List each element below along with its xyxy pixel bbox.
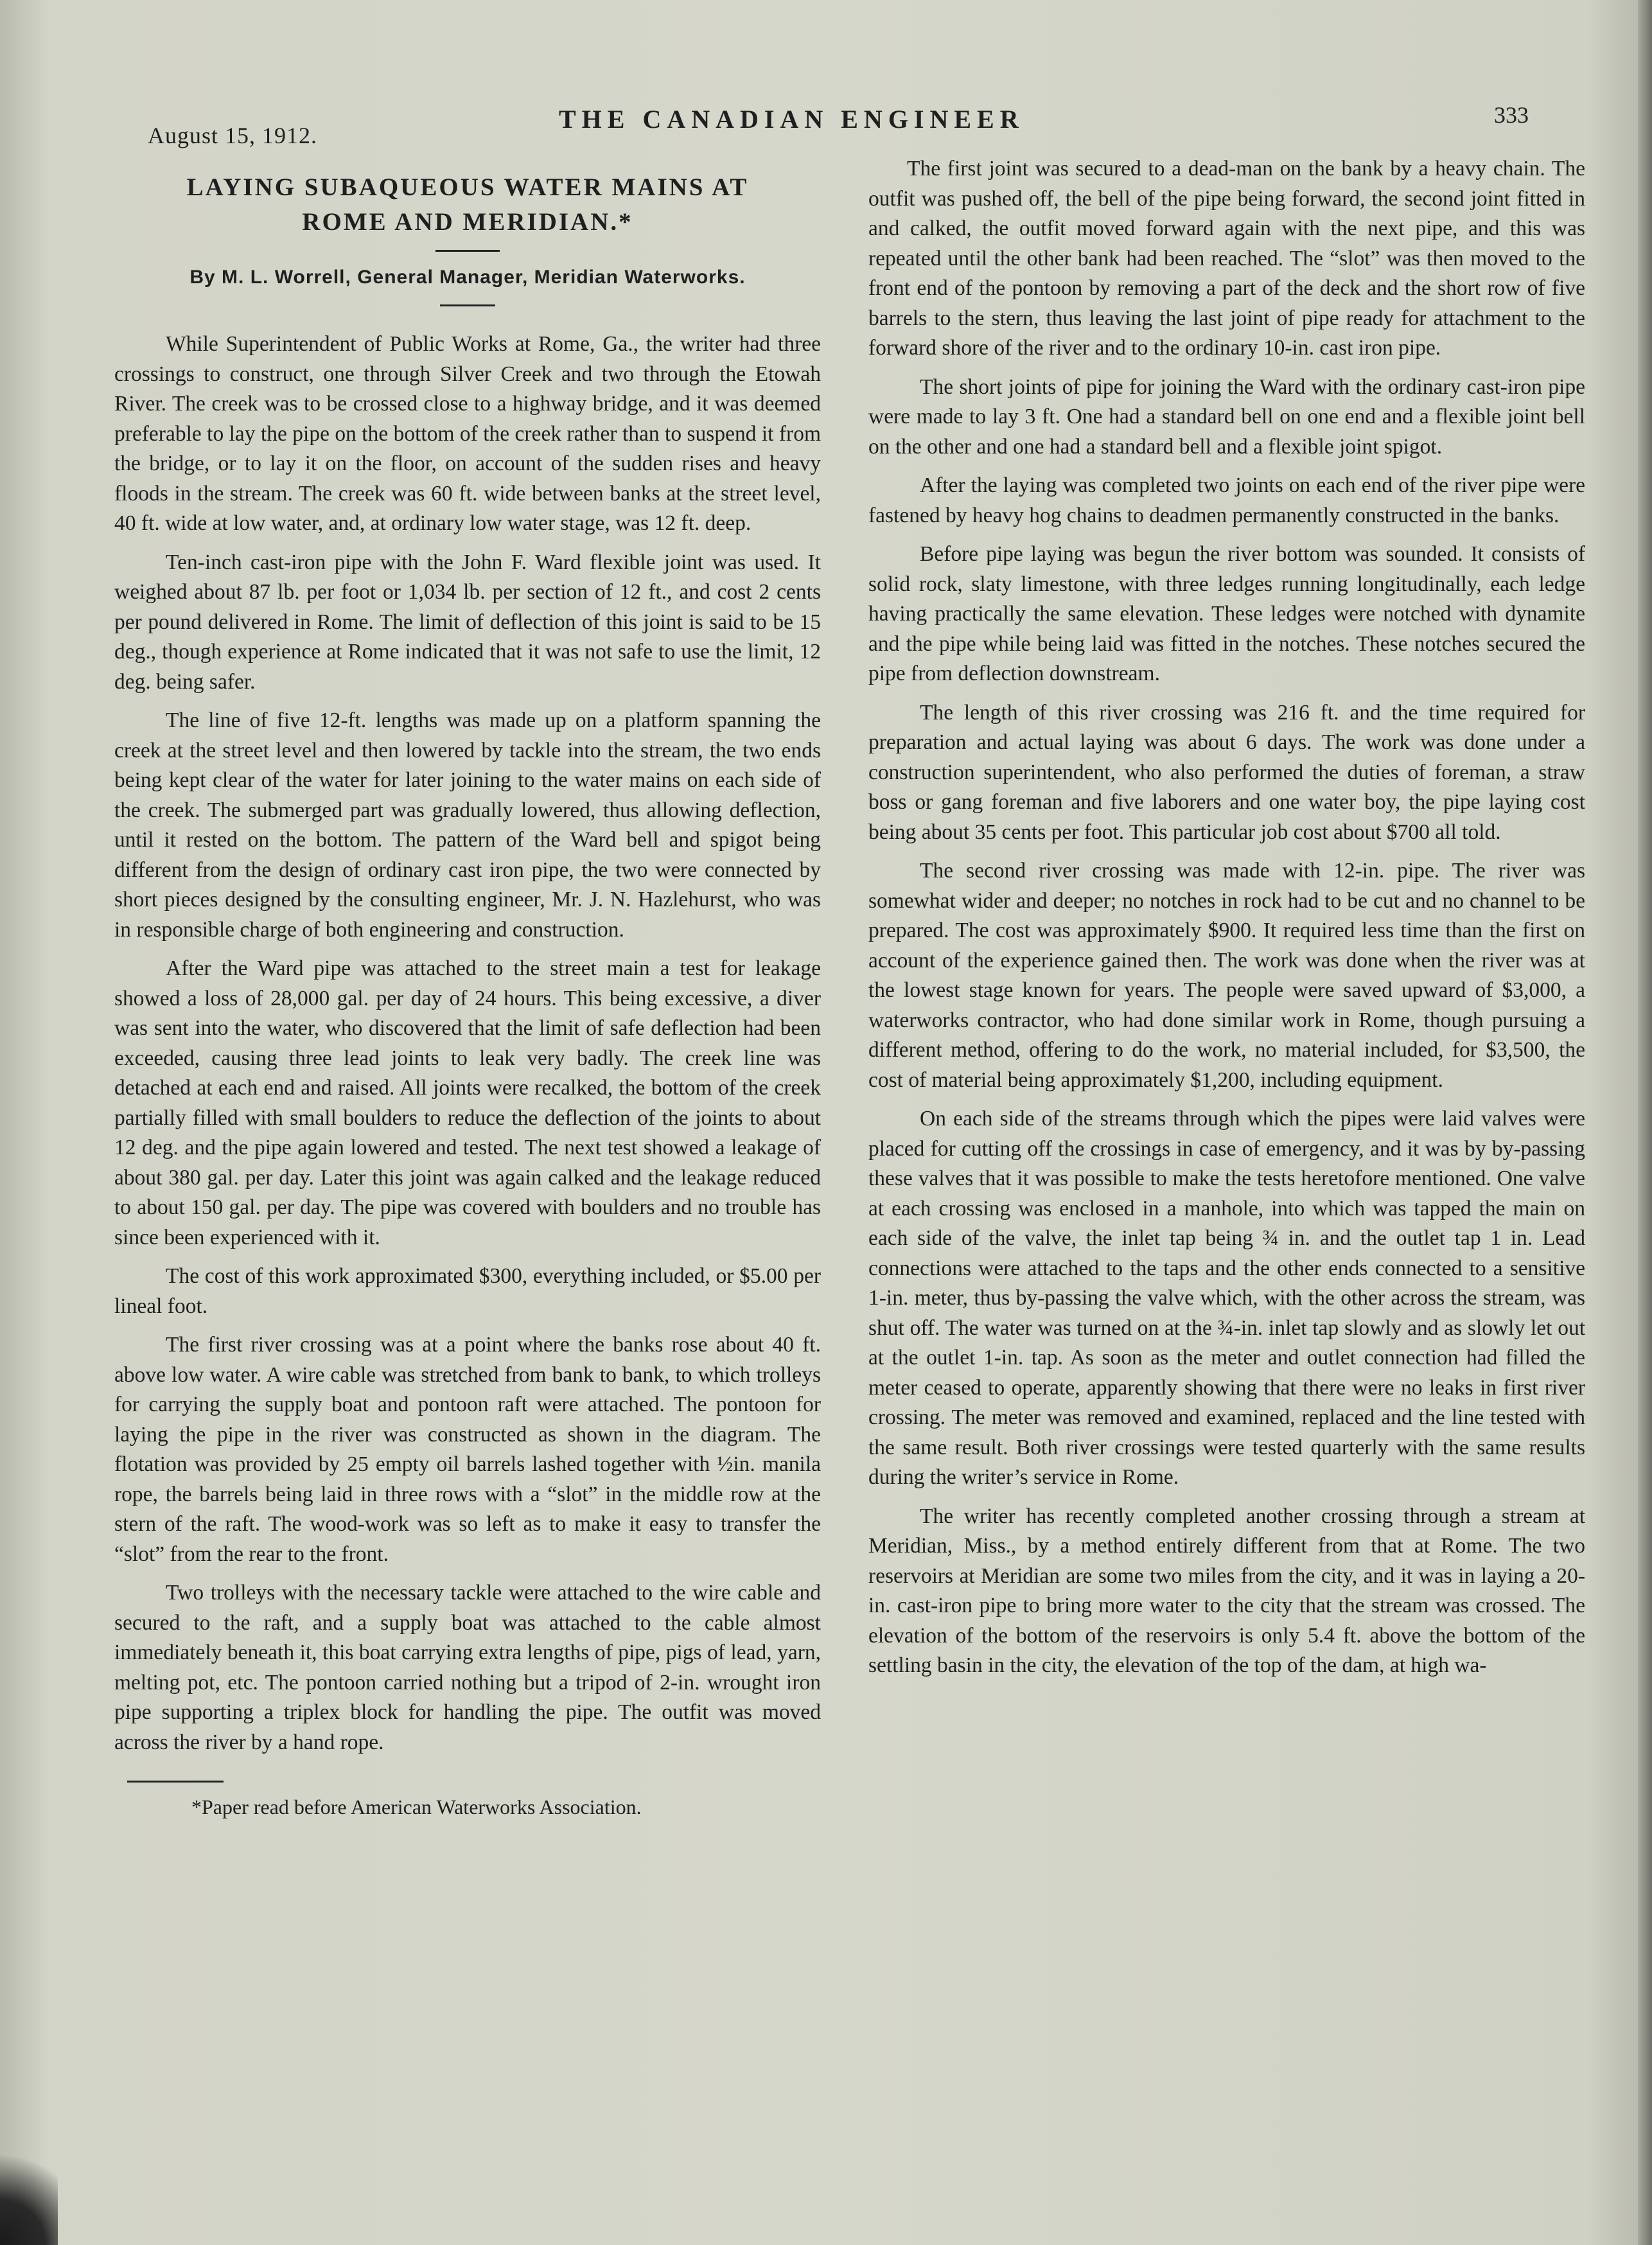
paragraph: Before pipe laying was begun the river bottom was sounded. It consists of solid rock, slaty limestone, with three ledges running longitudinally, each ledge having practically the same elevation. These ledges were notched with dynamite and the pipe while being laid was fitted in the notches. These notches secured the pipe from deflection downstream. — [868, 542, 1585, 685]
paragraph: The writer has recently completed another crossing through a stream at Meridian, Miss., by a method entirely different from that at Rome. The two reservoirs at Meridian are some two miles from the city, and it was in laying a 20-in. cast-iron pipe to bring more water to the city that the stream was crossed. The elevation of the bottom of the reservoirs is only 5.4 ft. above the bottom of the settling basin in the city, the elevation of the top of the dam, at high wa- — [868, 1504, 1585, 1677]
page-number: 333 — [1494, 102, 1529, 128]
running-head — [148, 96, 1529, 148]
issue-date: August 15, 1912. — [148, 123, 318, 148]
title-rule — [435, 250, 500, 252]
article-title-line-2: ROME AND MERIDIAN.* — [302, 208, 633, 236]
paragraph: On each side of the streams through which the pipes were laid valves were placed for cutting off the crossings in case of emergency, and it was by by-passing these valves that it was possible to make the tests heretofore mentioned. One valve at each crossing was enclosed in a manhole, into which was tapped the main on each side of the valve, the inlet tap being ¾ in. and the outlet tap 1 in. Lead connections were attached to the taps and the other ends connected to a sensitive 1-in. meter, thus by-passing the valve which, with the other across the stream, was shut off. The water was turned on at the ¾-in. inlet tap slowly and as slowly let out at the outlet 1-in. tap. As soon as the meter and outlet connection had filled the meter ceased to operate, apparently showing that there were no leaks in first river crossing. The meter was removed and examined, replaced and the line tested with the same result. Both river crossings were tested quarterly with the same results during the writer’s service in Rome. — [868, 1107, 1585, 1489]
journal-title: THE CANADIAN ENGINEER — [559, 105, 1024, 134]
corner-shadow — [0, 2129, 58, 2245]
article-title-line-1: LAYING SUBAQUEOUS WATER MAINS AT — [186, 173, 749, 201]
right-column — [868, 154, 1585, 1690]
paragraph: The cost of this work approximated $300, everything included, or $5.00 per lineal foot. — [114, 1264, 821, 1318]
paragraph: The length of this river crossing was 216 ft. and the time required for preparation and actual laying was about 6 days. The work was done under a construction superintendent, who also performed the duties of foreman, a straw boss or gang foreman and five laborers and one water boy, the pipe laying cost being about 35 cents per foot. This particular job cost about $700 all told. — [868, 700, 1585, 844]
paragraph: While Superintendent of Public Works at Rome, Ga., the writer had three crossings to construct, one through Silver Creek and two through the Etowah River. The creek was to be crossed close to a highway bridge, and it was deemed preferable to lay the pipe on the bottom of the creek rather than to suspend it from the bridge, or to lay it on the floor, on account of the sudden rises and heavy floods in the stream. The creek was 60 ft. wide between banks at the street level, 40 ft. wide at low water, and, at ordinary low water stage, was 12 ft. deep. — [114, 332, 821, 535]
paragraph: The line of five 12-ft. lengths was made up on a platform spanning the creek at the street level and then lowered by tackle into the stream, the two ends being kept clear of the water for later joining to the water mains on each side of the creek. The submerged part was gradually lowered, thus allowing deflection, until it rested on the bottom. The pattern of the Ward bell and spigot being different from the design of ordinary cast iron pipe, the two were connected by short pieces designed by the consulting engineer, Mr. J. N. Hazlehurst, who was in responsible charge of both engineering and construction. — [114, 709, 821, 942]
footnote-rule — [127, 1781, 224, 1783]
paragraph: After the laying was completed two joints on each end of the river pipe were fastened by heavy hog chains to deadmen permanently constructed in the banks. — [868, 473, 1585, 527]
paragraph: The first joint was secured to a dead-man on the bank by a heavy chain. The outfit was pushed off, the bell of the pipe being forward, the second joint fitted in and calked, the outfit moved forward again with the next pipe, and this was repeated until the other bank had been reached. The “slot” was then moved to the front end of the pontoon by removing a part of the deck and the short row of five barrels to the stern, thus leaving the last joint of pipe ready for attachment to the forward shore of the river and to the ordinary 10-in. cast iron pipe. — [868, 157, 1585, 360]
paragraph: Two trolleys with the necessary tackle were attached to the wire cable and secured to the raft, and a supply boat was attached to the cable almost immediately beneath it, this boat carrying extra lengths of pipe, pigs of lead, yarn, melting pot, etc. The pontoon carried nothing but a tripod of 2-in. wrought iron pipe supporting a triplex block for handling the pipe. The outfit was moved across the river by a hand rope. — [114, 1581, 821, 1754]
page-binding-edge — [1638, 0, 1652, 2245]
paragraph: The first river crossing was at a point where the banks rose about 40 ft. above low water. A wire cable was stretched from bank to bank, to which trolleys for carrying the supply boat and pontoon raft were attached. The pontoon for laying the pipe in the river was constructed as shown in the diagram. The flotation was provided by 25 empty oil barrels lashed together with ½in. manila rope, the barrels being laid in three rows with a “slot” in the middle row at the stern of the raft. The wood-work was so left as to make it easy to transfer the “slot” from the rear to the front. — [114, 1333, 821, 1566]
footnote: *Paper read before American Waterworks Association. — [191, 1795, 642, 1818]
paragraph: The second river crossing was made with 12-in. pipe. The river was somewhat wider and deeper; no notches in rock had to be cut and no channel to be prepared. The cost was approximately $900. It required less time than the first on account of the experience gained then. The work was done when the river was at the lowest stage known for years. The people were saved upward of $3,000, a waterworks contractor, who had done similar work in Rome, though pursuing a different method, offering to do the work, no material included, for $3,500, the cost of material being approximately $1,200, including equipment. — [868, 859, 1585, 1092]
left-column — [114, 170, 821, 1821]
paragraph: After the Ward pipe was attached to the street main a test for leakage showed a loss of 28,000 gal. per day of 24 hours. This being excessive, a diver was sent into the water, who discovered that the limit of safe deflection had been exceeded, causing three lead joints to leak very badly. The creek line was detached at each end and raised. All joints were recalked, the bottom of the creek partially filled with small boulders to reduce the deflection of the joints to about 12 deg. and the pipe again lowered and tested. The next test showed a leakage of about 380 gal. per day. Later this joint was again calked and the leakage reduced to about 150 gal. per day. The pipe was covered with boulders and no trouble has since been experienced with it. — [114, 956, 821, 1249]
byline-rule — [440, 304, 495, 306]
paragraph: The short joints of pipe for joining the Ward with the ordinary cast-iron pipe were made to lay 3 ft. One had a standard bell on one end and a flexible joint bell on the other and one had a standard bell and a flexible joint spigot. — [868, 374, 1585, 459]
byline: By M. L. Worrell, General Manager, Meridian Waterworks. — [189, 267, 746, 288]
paragraph: Ten-inch cast-iron pipe with the John F. Ward flexible joint was used. It weighed about 87 lb. per foot or 1,034 lb. per section of 12 ft., and cost 2 cents per pound delivered in Rome. The limit of deflection of this joint is said to be 15 deg., though experience at Rome indicated that it was not safe to use the limit, 12 deg. being safer. — [114, 550, 821, 694]
